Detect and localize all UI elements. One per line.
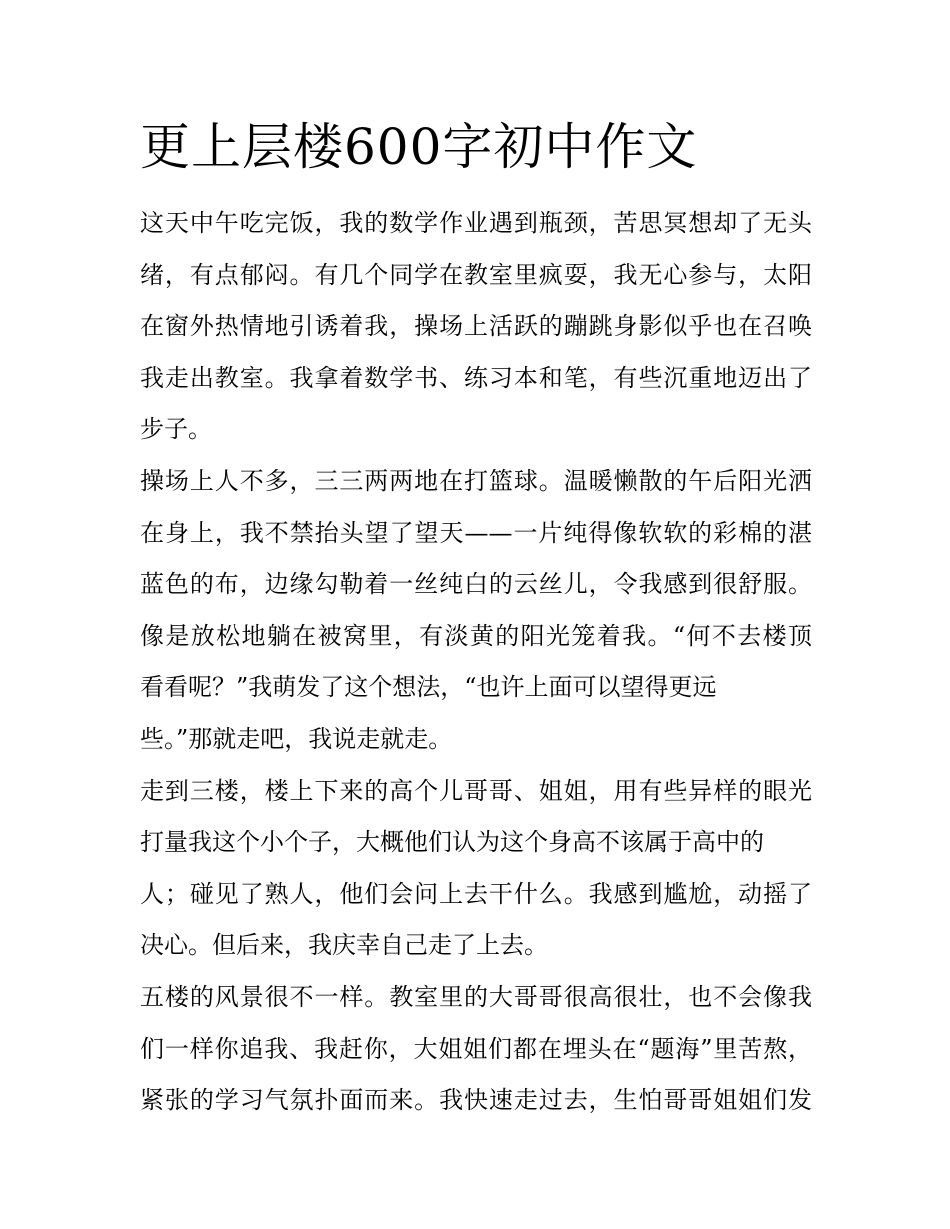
text-line: 步子。	[140, 415, 212, 444]
text-line: 像是放松地躺在被窝里，有淡黄的阳光笼着我。“何不去楼顶	[140, 621, 812, 650]
text-line: 在身上，我不禁抬头望了望天——一片纯得像软软的彩棉的湛	[140, 518, 812, 547]
text-line: 这天中午吃完饭，我的数学作业遇到瓶颈，苦思冥想却了无头	[140, 209, 812, 237]
text-line: 打量我这个小个子，大概他们认为这个身高不该属于高中的	[140, 828, 764, 857]
text-line: 们一样你追我、我赶你，大姐姐们都在埋头在“题海”里苦熬，	[140, 1034, 812, 1063]
text-line: 在窗外热情地引诱着我，操场上活跃的蹦跳身影似乎也在召唤	[140, 312, 812, 341]
text-line: 紧张的学习气氛扑面而来。我快速走过去，生怕哥哥姐姐们发	[140, 1086, 812, 1115]
text-line: 五楼的风景很不一样。教室里的大哥哥很高很壮，也不会像我	[140, 982, 812, 1011]
text-line: 绪，有点郁闷。有几个同学在教室里疯耍，我无心参与，太阳	[140, 260, 812, 289]
text-line: 我走出教室。我拿着数学书、练习本和笔，有些沉重地迈出了	[140, 363, 812, 392]
text-line: 些。”那就走吧，我说走就走。	[140, 724, 453, 753]
text-line: 走到三楼，楼上下来的高个儿哥哥、姐姐，用有些异样的眼光	[140, 776, 812, 805]
text-line: 看看呢？”我萌发了这个想法，“也许上面可以望得更远	[140, 673, 717, 702]
text-line: 决心。但后来，我庆幸自己走了上去。	[140, 931, 548, 960]
document-title: 更上层楼600字初中作文	[140, 118, 698, 176]
text-line: 操场上人不多，三三两两地在打篮球。温暖懒散的午后阳光洒	[140, 466, 812, 495]
text-line: 人；碰见了熟人，他们会问上去干什么。我感到尴尬，动摇了	[140, 879, 812, 908]
essay-body	[140, 198, 812, 1127]
text-line: 蓝色的布，边缘勾勒着一丝纯白的云丝儿，令我感到很舒服。	[140, 570, 812, 599]
